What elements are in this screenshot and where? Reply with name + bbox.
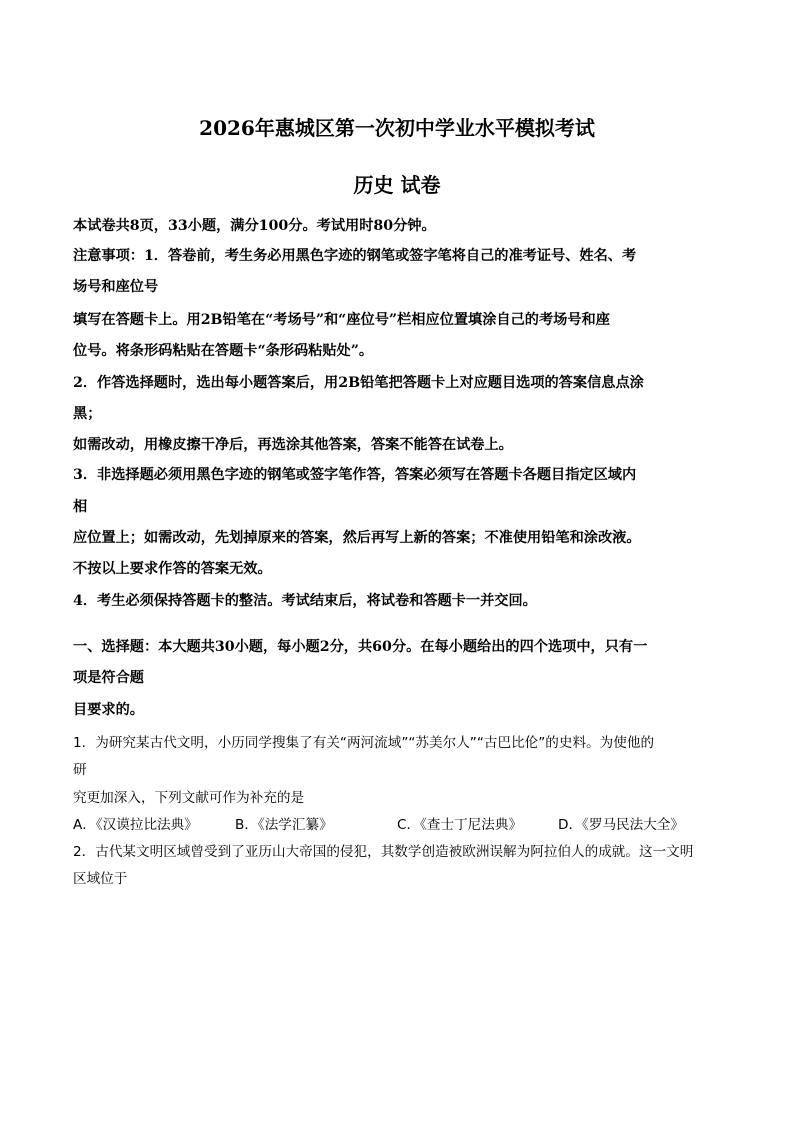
section-line: 目要求的。: [73, 702, 144, 718]
exam-intro: 本试卷共8页，33小题，满分100分。考试用时80分钟。: [73, 218, 436, 234]
subject-title: 历史 试卷: [353, 173, 441, 197]
option-a: A．《汉谟拉比法典》: [73, 817, 198, 833]
option-c: C．《查士丁尼法典》: [397, 817, 523, 833]
question-line: 研: [73, 762, 87, 778]
section-line: 一、选择题：本大题共30小题，每小题2分，共60分。在每小题给出的四个选项中，只有一: [73, 639, 648, 655]
note-line: 不按以上要求作答的答案无效。: [73, 561, 272, 577]
note-line: 相: [73, 499, 88, 515]
note-line: 位号。将条形码粘贴在答题卡“条形码粘贴处”。: [73, 343, 374, 359]
question-line: 1．为研究某古代文明，小历同学搜集了有关“两河流域”“苏美尔人”“古巴比伦”的史料。为使他的: [73, 735, 655, 751]
note-line: 场号和座位号: [73, 279, 159, 295]
note-line: 如需改动，用橡皮擦干净后，再选涂其他答案，答案不能答在试卷上。: [73, 437, 513, 453]
note-line: 填写在答题卡上。用2B铅笔在“考场号”和“座位号”栏相应位置填涂自己的考场号和座: [73, 312, 610, 328]
note-line: 注意事项：1．答卷前，考生务必用黑色字迹的钢笔或签字笔将自己的准考证号、姓名、考: [73, 248, 637, 264]
question-line: 区域位于: [73, 871, 128, 887]
question-line: 究更加深入，下列文献可作为补充的是: [73, 790, 305, 806]
note-line: 应位置上；如需改动，先划掉原来的答案，然后再写上新的答案；不准使用铅笔和涂改液。: [73, 530, 641, 546]
option-d: D．《罗马民法大全》: [558, 817, 685, 833]
note-line: 2．作答选择题时，选出每小题答案后，用2B铅笔把答题卡上对应题目选项的答案信息点涂: [73, 375, 644, 391]
question-line: 2．古代某文明区域曾受到了亚历山大帝国的侵犯，其数学创造被欧洲误解为阿拉伯人的成就。这一文明: [73, 844, 694, 860]
section-line: 项是符合题: [73, 670, 144, 686]
note-line: 3．非选择题必须用黑色字迹的钢笔或签字笔作答，答案必须写在答题卡各题目指定区域内: [73, 467, 637, 483]
note-line: 黑；: [73, 406, 102, 422]
exam-title: 2026年惠城区第一次初中学业水平模拟考试: [199, 116, 595, 140]
option-b: B．《法学汇纂》: [235, 817, 333, 833]
note-line: 4．考生必须保持答题卡的整洁。考试结束后，将试卷和答题卡一并交回。: [73, 593, 537, 609]
